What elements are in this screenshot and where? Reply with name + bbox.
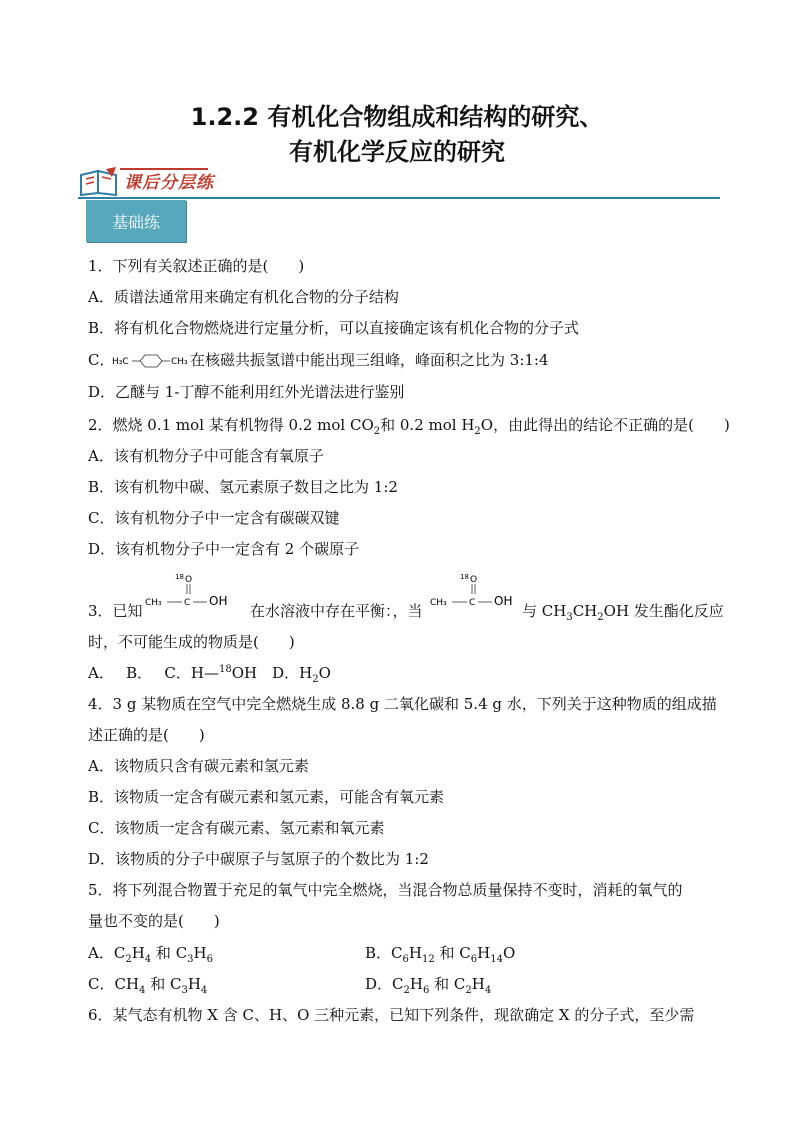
q3-tail: 与 $CH_3CH_2OH$ 发生酯化反应	[522, 602, 724, 623]
svg-text:CH₃: CH₃	[171, 357, 188, 367]
q1-stem: 1．下列有关叙述正确的是( )	[88, 257, 305, 275]
q1-option-a: A．质谱法通常用来确定有机化合物的分子结构	[88, 288, 399, 306]
svg-text:C: C	[184, 598, 191, 608]
q2-stem: 2．燃烧 0.1 mol 某有机物得 0.2 mol $CO_2$和 0.2 mol $H_2O$，由此得出的结论不正确的是( )	[88, 416, 730, 437]
q5-option-c: C．$CH_4$ 和 $C_3H_4$	[88, 975, 208, 996]
svg-text:CH₃: CH₃	[430, 598, 447, 608]
svg-text:OH: OH	[209, 594, 228, 608]
svg-text:O: O	[185, 575, 193, 585]
acetic-acid-structure	[145, 570, 245, 610]
q4-stem-line1: 4．3 g 某物质在空气中完全燃烧生成 8.8 g 二氧化碳和 5.4 g 水，下列关于这种物质的组成描	[88, 695, 717, 713]
svg-text:C: C	[469, 598, 476, 608]
q3-options: A． B． C．H—$^{18}$OH D．$H_2O$	[88, 664, 331, 685]
q4-option-a: A．该物质只含有碳元素和氢元素	[88, 757, 309, 775]
q4-option-c: C．该物质一定含有碳元素、氢元素和氧元素	[88, 819, 385, 837]
q3-line2: 时，不可能生成的物质是( )	[88, 633, 295, 651]
q5-option-b: B．$C_6H_{12}$ 和 $C_6H_{14}O$	[365, 944, 516, 965]
q3-mid: 在水溶液中存在平衡：，当	[250, 602, 423, 620]
q1-option-c-prefix: C．	[88, 351, 115, 369]
q2-option-c: C．该有机物分子中一定含有碳碳双键	[88, 509, 340, 527]
banner-title: 课后分层练	[124, 173, 214, 193]
q4-option-d: D．该物质的分子中碳原子与氢原子的个数比为 1:2	[88, 850, 429, 868]
q5-option-a: A．$C_2H_4$ 和 $C_3H_6$	[88, 944, 214, 965]
svg-text:CH₃: CH₃	[145, 598, 162, 608]
q5-stem-line2: 量也不变的是( )	[88, 912, 220, 930]
svg-text:18: 18	[175, 573, 184, 581]
svg-text:O: O	[470, 575, 478, 585]
q1-option-b: B．将有机化合物燃烧进行定量分析，可以直接确定该有机化合物的分子式	[88, 319, 580, 337]
section-divider	[78, 197, 720, 199]
q5-stem-line1: 5．将下列混合物置于充足的氧气中完全燃烧，当混合物总质量保持不变时，消耗的氧气的	[88, 881, 683, 899]
acetic-acid-structure-2	[430, 570, 530, 610]
q2-option-b: B．该有机物中碳、氢元素原子数目之比为 1:2	[88, 478, 398, 496]
q1-option-d: D．乙醚与 1-丁醇不能利用红外光谱法进行鉴别	[88, 383, 405, 401]
q2-option-a: A．该有机物分子中可能含有氧原子	[88, 447, 324, 465]
svg-text:18: 18	[460, 573, 469, 581]
q5-option-d: D．$C_2H_6$ 和 $C_2H_4$	[365, 975, 492, 996]
q3-prefix: 3．已知	[88, 602, 143, 620]
molecule-structure-image	[112, 352, 192, 370]
tab-basic-practice: 基础练	[86, 200, 186, 242]
q1-option-c: 在核磁共振氢谱中能出现三组峰，峰面积之比为 3:1:4	[190, 351, 549, 369]
svg-text:H₃C: H₃C	[112, 357, 129, 367]
page-title-line1: 1.2.2 有机化合物组成和结构的研究、	[190, 103, 604, 131]
q4-stem-line2: 述正确的是( )	[88, 726, 205, 744]
q4-option-b: B．该物质一定含有碳元素和氢元素，可能含有氧元素	[88, 788, 445, 806]
q6-stem-line1: 6．某气态有机物 X 含 C、H、O 三种元素，已知下列条件，现欲确定 X 的分子式，至少需	[88, 1006, 695, 1024]
svg-text:OH: OH	[494, 594, 513, 608]
page-title-line2: 有机化学反应的研究	[289, 138, 505, 166]
q2-option-d: D．该有机物分子中一定含有 2 个碳原子	[88, 540, 360, 558]
